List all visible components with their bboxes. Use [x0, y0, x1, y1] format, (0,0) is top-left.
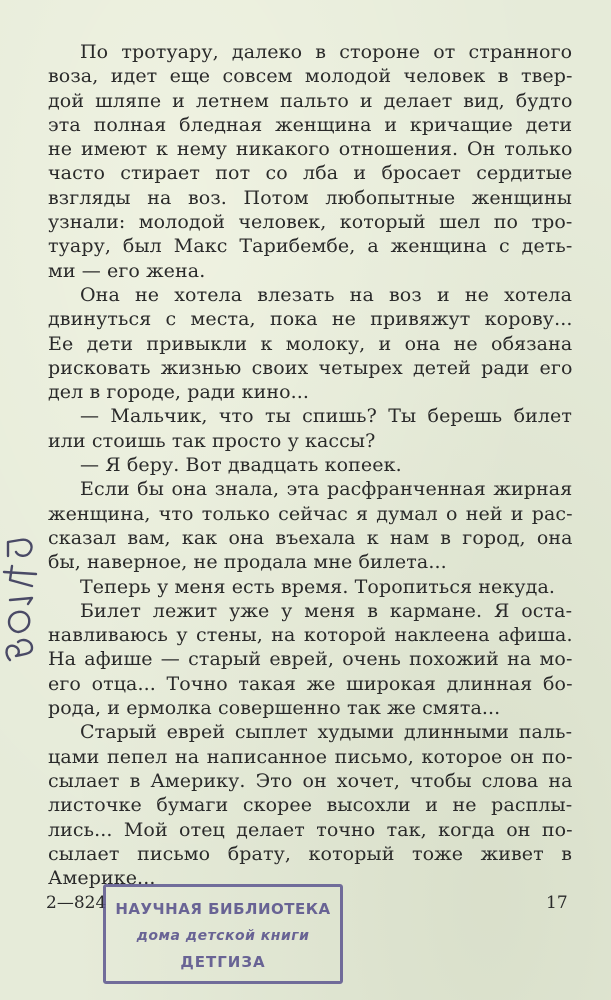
- text-line: цами пепел на написанное письмо, которое он по-: [48, 745, 573, 768]
- paragraph: [48, 453, 568, 477]
- page-number: 17: [546, 893, 568, 913]
- paragraph: [48, 40, 573, 283]
- paragraph: [48, 599, 573, 720]
- text-line: воза, идет еще совсем молодой человек в твер-: [48, 65, 573, 88]
- paragraph: [48, 283, 573, 404]
- text-line: его отца... Точно такая же широкая длинная бо-: [48, 672, 573, 695]
- text-line: двинуться с места, пока не привяжут корову...: [48, 308, 573, 331]
- text-line: эта полная бледная женщина и кричащие дети: [48, 113, 573, 136]
- text-line: Билет лежит уже у меня в кармане. Я оста-: [80, 599, 573, 622]
- text-line: На афише — старый еврей, очень похожий на мо-: [48, 648, 573, 671]
- printer-signature: 2—824: [46, 893, 107, 913]
- text-line: дой шляпе и летнем пальто и делает вид, будто: [48, 89, 573, 112]
- text-line: навливаюсь у стены, на которой наклеена афиша.: [48, 624, 573, 647]
- text-line: ми — его жена.: [48, 259, 206, 282]
- paragraph: [48, 720, 573, 890]
- text-line: узнали: молодой человек, который шел по тро-: [48, 211, 573, 234]
- text-line: Она не хотела влезать на воз и не хотела: [80, 283, 572, 306]
- paragraph: [48, 404, 572, 453]
- text-line: — Мальчик, что ты спишь? Ты берешь билет: [80, 405, 572, 428]
- text-line: лись... Мой отец делает точно так, когда он по-: [48, 818, 573, 841]
- text-line: взгляды на воз. Потом любопытные женщины: [48, 186, 572, 209]
- stamp-line-2: дома детской книги: [136, 928, 310, 944]
- paragraph: [48, 575, 568, 599]
- text-line: Если бы она знала, эта расфранченная жирная: [80, 478, 573, 501]
- text-line: или стоишь так просто у кассы?: [48, 429, 376, 452]
- handwritten-inventory-number: [0, 520, 44, 670]
- handwritten-number-image: [0, 520, 44, 670]
- text-line: сылает в Америку. Это он хочет, чтобы слова на: [48, 769, 573, 792]
- text-line: листочке бумаги скорее высохли и не расплы-: [48, 794, 573, 817]
- text-line: сказал вам, как она въехала к нам в город, она: [48, 526, 573, 549]
- paragraph: [48, 477, 573, 574]
- text-line: рисковать жизнью своих четырех детей ради его: [48, 356, 573, 379]
- text-line: рода, и ермолка совершенно так же смята...: [48, 697, 501, 720]
- text-line: Ее дети привыкли к молоку, и она не обязана: [48, 332, 573, 355]
- text-line: часто стирает пот со лба и бросает сердитые: [48, 162, 573, 185]
- stamp-line-3: ДЕТГИЗА: [180, 953, 266, 971]
- text-line: туару, был Макс Тарибембе, а женщина с деть-: [48, 235, 573, 258]
- body-text: [48, 40, 573, 890]
- text-line: сылает письмо брату, который тоже живет в: [48, 842, 573, 865]
- text-line: По тротуару, далеко в стороне от странного: [80, 41, 573, 63]
- text-line: Теперь у меня есть время. Торопиться некуда.: [80, 575, 556, 598]
- text-line: женщина, что только сейчас я думал о ней и рас-: [48, 502, 573, 525]
- text-line: дел в городе, ради кино...: [48, 381, 310, 404]
- text-line: не имеют к нему никакого отношения. Он только: [48, 138, 573, 161]
- library-stamp: [103, 884, 343, 984]
- text-line: — Я беру. Вот двадцать копеек.: [80, 454, 402, 477]
- stamp-line-1: НАУЧНАЯ БИБЛИОТЕКА: [115, 900, 331, 918]
- text-line: Америке...: [48, 867, 156, 890]
- text-line: бы, наверное, не продала мне билета...: [48, 551, 447, 574]
- text-line: Старый еврей сыплет худыми длинными паль-: [80, 721, 573, 744]
